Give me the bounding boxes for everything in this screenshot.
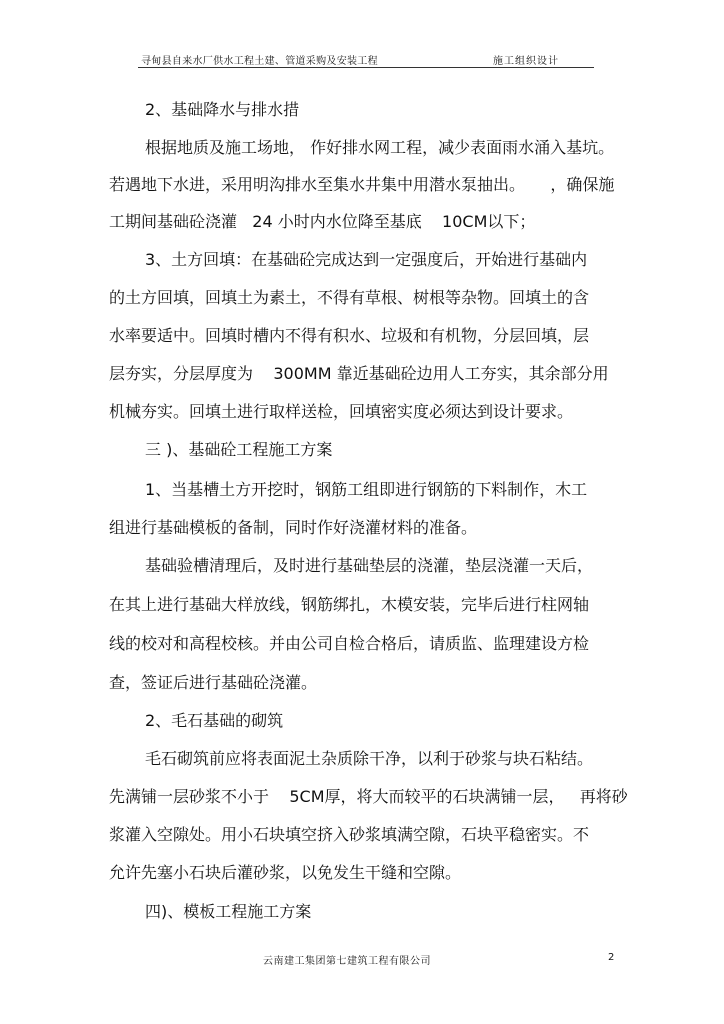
body-line: 若遇地下水进，采用明沟排水至集水井集中用潜水泵抽出。 ，确保施 [109,175,615,194]
body-line: 先满铺一层砂浆不小于 5CM厚，将大而较平的石块满铺一层， 再将砂 [109,787,628,806]
body-line: 水率要适中。回填时槽内不得有积水、垃圾和有机物，分层回填，层 [109,326,590,345]
body-line: 浆灌入空隙处。用小石块填空挤入砂浆填满空隙，石块平稳密实。不 [109,825,590,844]
footer-company: 云南建工集团第七建筑工程有限公司 [263,956,431,967]
body-line: 1、当基槽土方开挖时，钢筋工组即进行钢筋的下料制作，木工 [145,480,588,499]
body-line: 允许先塞小石块后灌砂浆，以免发生干缝和空隙。 [109,863,462,882]
body-line: 层夯实，分层厚度为 300MM 靠近基础砼边用人工夯实，其余部分用 [109,364,609,383]
body-line: 工期间基础砼浇灌 24 小时内水位降至基底 10CM以下； [109,212,536,231]
page-number: 2 [608,952,615,963]
body-line: 毛石砌筑前应将表面泥土杂质除干净，以利于砂浆与块石粘结。 [145,749,594,768]
section-heading: 三 )、基础砼工程施工方案 [145,440,333,459]
section-heading: 2、毛石基础的砌筑 [145,711,284,730]
body-line: 基础验槽清理后，及时进行基础垫层的浇灌，垫层浇灌一天后， [145,556,594,575]
header-project-title: 寻甸县自来水厂供水工程土建、管道采购及安装工程 [141,56,378,67]
body-line: 查，签证后进行基础砼浇灌。 [109,673,318,692]
body-line: 根据地质及施工场地， 作好排水网工程，减少表面雨水涌入基坑。 [145,138,615,157]
section-heading: 四)、模板工程施工方案 [145,902,312,921]
body-line: 的土方回填，回填土为素土，不得有草根、树根等杂物。回填土的含 [109,288,590,307]
body-line: 机械夯实。回填土进行取样送检，回填密实度必须达到设计要求。 [109,402,574,421]
body-line: 在其上进行基础大样放线，钢筋绑扎，木模安装，完毕后进行柱网轴 [109,595,590,614]
body-line: 组进行基础模板的备制，同时作好浇灌材料的准备。 [109,518,478,537]
header-doc-type: 施工组织设计 [493,56,559,67]
page-header [138,50,594,68]
section-heading: 2、基础降水与排水措 [145,100,300,119]
body-line: 3、土方回填：在基础砼完成达到一定强度后，开始进行基础内 [145,250,588,269]
body-line: 线的校对和高程校核。并由公司自检合格后，请质监、监理建设方检 [109,634,590,653]
